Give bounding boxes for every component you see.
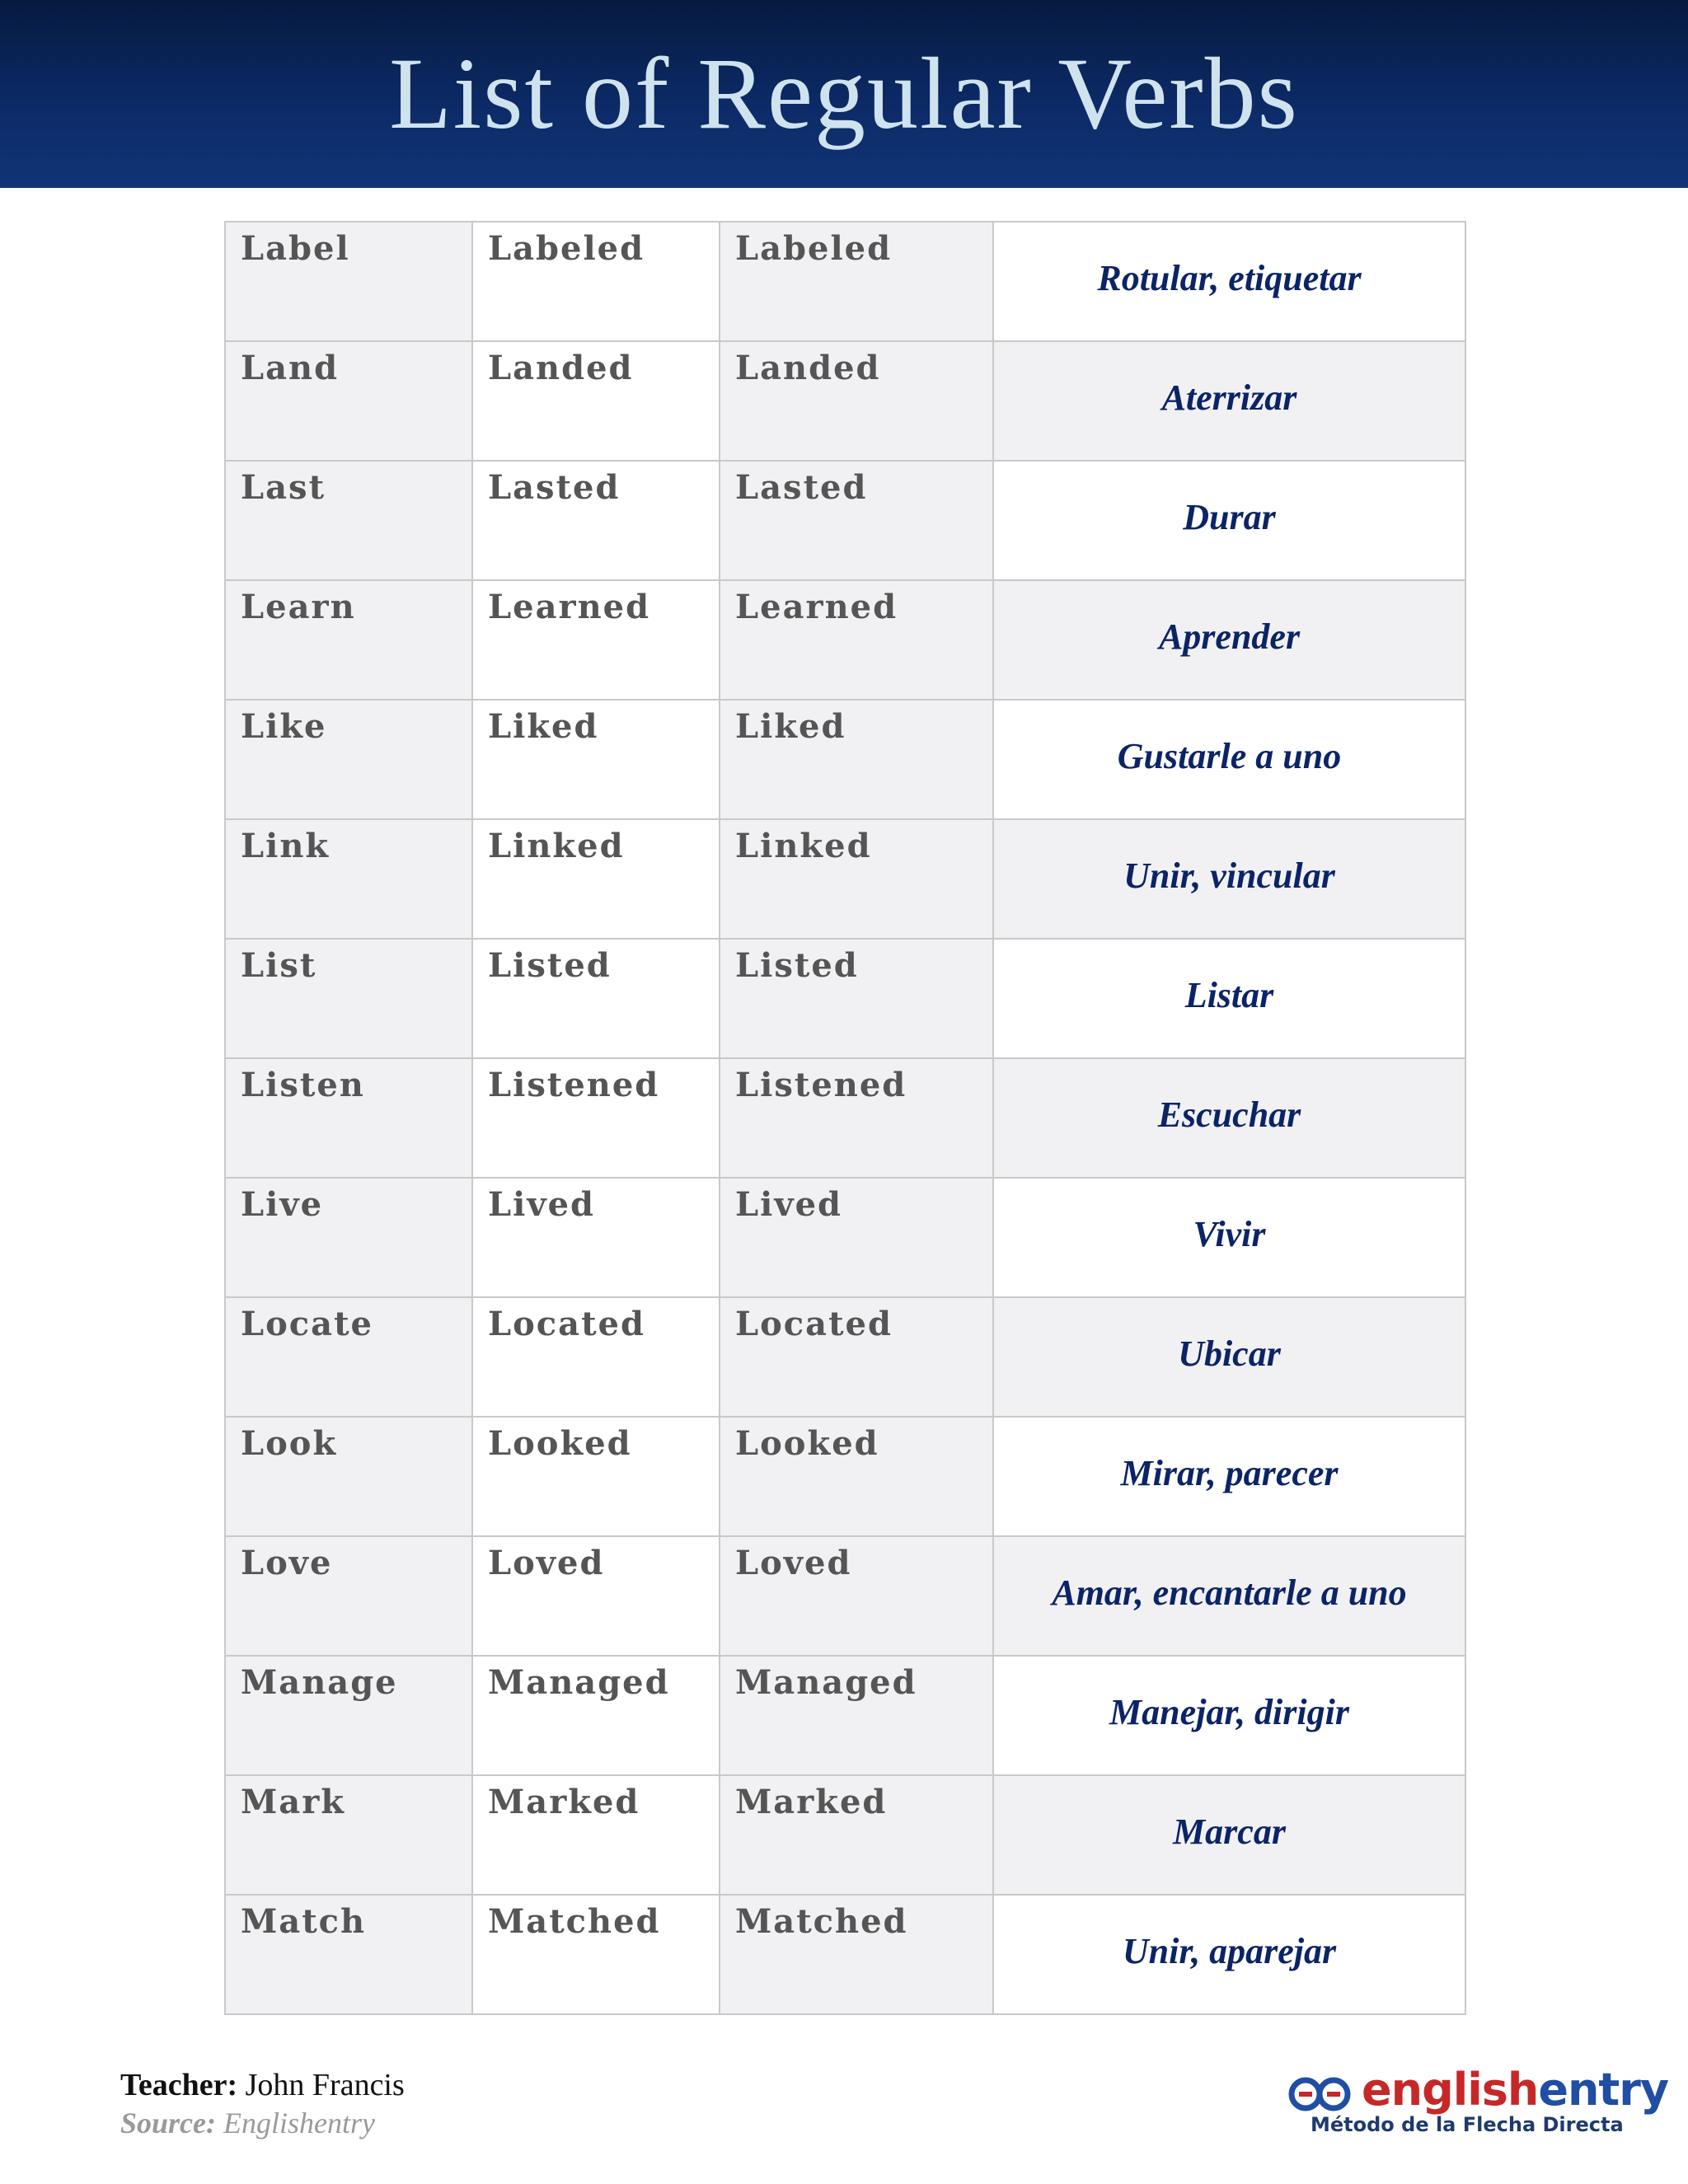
teacher-name: John Francis bbox=[245, 2068, 405, 2102]
verb-spanish-cell: Escuchar bbox=[993, 1058, 1465, 1178]
logo-word-entry: entry bbox=[1538, 2064, 1669, 2116]
verb-past-cell: Matched bbox=[472, 1895, 720, 2014]
table-row bbox=[225, 939, 1465, 1058]
verb-past-cell: Located bbox=[472, 1297, 720, 1417]
verb-base-cell: Like bbox=[225, 700, 472, 819]
verb-spanish-cell: Aprender bbox=[993, 580, 1465, 700]
verb-past-cell: Labeled bbox=[472, 222, 720, 341]
table-row bbox=[225, 1058, 1465, 1178]
verb-participle-cell: Matched bbox=[720, 1895, 993, 2014]
verb-past-cell: Landed bbox=[472, 341, 720, 461]
verb-spanish-cell: Rotular, etiquetar bbox=[993, 222, 1465, 341]
verb-participle-cell: Listened bbox=[720, 1058, 993, 1178]
table-row bbox=[225, 1656, 1465, 1775]
verb-past-cell: Lived bbox=[472, 1178, 720, 1297]
verb-past-cell: Marked bbox=[472, 1775, 720, 1895]
verb-base-cell: Live bbox=[225, 1178, 472, 1297]
table-row bbox=[225, 819, 1465, 939]
table-row bbox=[225, 1297, 1465, 1417]
verbs-table bbox=[224, 221, 1466, 2015]
verb-base-cell: Look bbox=[225, 1417, 472, 1536]
teacher-credit bbox=[120, 2067, 405, 2103]
table-row bbox=[225, 341, 1465, 461]
verb-spanish-cell: Unir, aparejar bbox=[993, 1895, 1465, 2014]
verb-participle-cell: Managed bbox=[720, 1656, 993, 1775]
verb-base-cell: Locate bbox=[225, 1297, 472, 1417]
table-row bbox=[225, 1536, 1465, 1656]
verb-base-cell: Link bbox=[225, 819, 472, 939]
verbs-table-body bbox=[225, 222, 1465, 2014]
verb-participle-cell: Liked bbox=[720, 700, 993, 819]
logo-word-english: english bbox=[1362, 2064, 1539, 2116]
table-row bbox=[225, 222, 1465, 341]
verb-spanish-cell: Manejar, dirigir bbox=[993, 1656, 1465, 1775]
logo-wordmark bbox=[1362, 2064, 1668, 2116]
verb-base-cell: Land bbox=[225, 341, 472, 461]
verb-past-cell: Managed bbox=[472, 1656, 720, 1775]
verb-past-cell: Liked bbox=[472, 700, 720, 819]
verb-past-cell: Learned bbox=[472, 580, 720, 700]
verb-spanish-cell: Durar bbox=[993, 461, 1465, 580]
verb-past-cell: Listed bbox=[472, 939, 720, 1058]
page-title: List of Regular Verbs bbox=[389, 37, 1299, 150]
verb-participle-cell: Learned bbox=[720, 580, 993, 700]
verb-spanish-cell: Amar, encantarle a uno bbox=[993, 1536, 1465, 1656]
verb-base-cell: Love bbox=[225, 1536, 472, 1656]
verb-spanish-cell: Ubicar bbox=[993, 1297, 1465, 1417]
table-row bbox=[225, 1775, 1465, 1895]
verb-participle-cell: Marked bbox=[720, 1775, 993, 1895]
verb-spanish-cell: Aterrizar bbox=[993, 341, 1465, 461]
table-row bbox=[225, 461, 1465, 580]
verb-spanish-cell: Gustarle a uno bbox=[993, 700, 1465, 819]
verb-past-cell: Loved bbox=[472, 1536, 720, 1656]
verb-spanish-cell: Listar bbox=[993, 939, 1465, 1058]
verb-past-cell: Listened bbox=[472, 1058, 720, 1178]
englishentry-logo bbox=[1287, 2064, 1669, 2136]
source-name: Englishentry bbox=[223, 2107, 375, 2139]
verb-past-cell: Lasted bbox=[472, 461, 720, 580]
source-credit bbox=[120, 2106, 375, 2140]
table-row bbox=[225, 1178, 1465, 1297]
table-row bbox=[225, 1417, 1465, 1536]
verb-participle-cell: Lived bbox=[720, 1178, 993, 1297]
verb-participle-cell: Looked bbox=[720, 1417, 993, 1536]
table-row bbox=[225, 700, 1465, 819]
source-label: Source: bbox=[120, 2107, 216, 2139]
verb-past-cell: Linked bbox=[472, 819, 720, 939]
logo-arrows-icon bbox=[1287, 2075, 1358, 2113]
verb-participle-cell: Landed bbox=[720, 341, 993, 461]
verb-base-cell: Last bbox=[225, 461, 472, 580]
verb-participle-cell: Lasted bbox=[720, 461, 993, 580]
logo-tagline: Método de la Flecha Directa bbox=[1311, 2113, 1624, 2136]
verb-base-cell: Learn bbox=[225, 580, 472, 700]
verb-base-cell: Mark bbox=[225, 1775, 472, 1895]
verb-base-cell: Listen bbox=[225, 1058, 472, 1178]
verb-participle-cell: Located bbox=[720, 1297, 993, 1417]
verb-base-cell: List bbox=[225, 939, 472, 1058]
verb-participle-cell: Linked bbox=[720, 819, 993, 939]
verb-base-cell: Match bbox=[225, 1895, 472, 2014]
table-row bbox=[225, 580, 1465, 700]
verb-spanish-cell: Marcar bbox=[993, 1775, 1465, 1895]
verb-base-cell: Label bbox=[225, 222, 472, 341]
verb-spanish-cell: Vivir bbox=[993, 1178, 1465, 1297]
verb-participle-cell: Loved bbox=[720, 1536, 993, 1656]
verb-participle-cell: Labeled bbox=[720, 222, 993, 341]
verb-spanish-cell: Unir, vincular bbox=[993, 819, 1465, 939]
verb-spanish-cell: Mirar, parecer bbox=[993, 1417, 1465, 1536]
verb-base-cell: Manage bbox=[225, 1656, 472, 1775]
page-header bbox=[0, 0, 1688, 188]
teacher-label: Teacher: bbox=[120, 2068, 238, 2102]
table-row bbox=[225, 1895, 1465, 2014]
verb-participle-cell: Listed bbox=[720, 939, 993, 1058]
verb-past-cell: Looked bbox=[472, 1417, 720, 1536]
